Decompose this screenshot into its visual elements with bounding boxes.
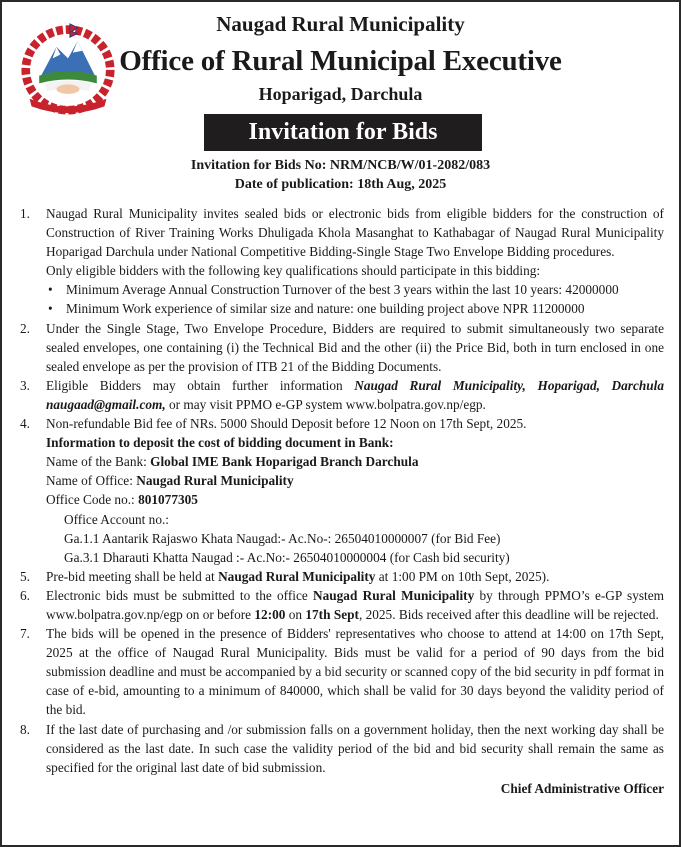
clause-text bbox=[46, 567, 664, 586]
clause-number: 3. bbox=[20, 377, 30, 393]
label: Name of Office: bbox=[46, 473, 137, 489]
text-run: by through PPMO’s e-GP system www.bolpatra.gov.np/egp on or before bbox=[46, 587, 664, 622]
label: Office Code no.: bbox=[46, 492, 139, 508]
qualification-text: Minimum Work experience of similar size and nature: one building project above NPR 11200000 bbox=[66, 301, 585, 317]
text-run: or may visit PPMO e-GP system www.bolpatra.gov.np/egp. bbox=[165, 396, 486, 412]
publication-date: Date of publication: 18th Aug, 2025 bbox=[234, 177, 447, 192]
clause-5 bbox=[20, 567, 664, 586]
clause-number: 7. bbox=[20, 626, 30, 642]
text-run: Electronic bids must be submitted to the office bbox=[46, 587, 314, 603]
clause-3 bbox=[20, 376, 664, 414]
clause-1 bbox=[20, 204, 664, 319]
bullet-icon: • bbox=[48, 301, 53, 317]
account-row: Ga.3.1 Dharauti Khatta Naugad :- Ac.No:- 26504010000004 (for Cash bid security) bbox=[64, 549, 510, 565]
text-run: , 2025. Bids received after this deadline will be rejected. bbox=[358, 606, 659, 622]
account-heading: Office Account no.: bbox=[64, 511, 169, 527]
organization-name: Naugad Rural Municipality bbox=[216, 12, 465, 36]
qualification-item bbox=[46, 299, 664, 318]
notice-body bbox=[20, 204, 664, 798]
clause-text: If the last date of purchasing and /or submission falls on a government holiday, then the next working day shall be considered as the last date. In such case the validity period of the bid and bid security shall remain the same as specified for the original last date of bid submission. bbox=[46, 721, 664, 775]
clause-number: 8. bbox=[20, 721, 30, 737]
account-row: Ga.1.1 Aantarik Rajaswo Khata Naugad:- Ac.No-: 26504010000007 (for Bid Fee) bbox=[64, 530, 501, 546]
qualification-intro: Only eligible bidders with the following key qualifications should participate in this bidding: bbox=[46, 263, 541, 279]
clause-6 bbox=[20, 586, 664, 624]
bank-info-heading: Information to deposit the cost of bidding document in Bank: bbox=[46, 435, 394, 451]
label: Name of the Bank: bbox=[46, 454, 151, 470]
ifb-number: Invitation for Bids No: NRM/NCB/W/01-2082/083 bbox=[190, 158, 491, 173]
clause-number: 6. bbox=[20, 587, 30, 603]
bank-name-row bbox=[46, 452, 664, 471]
clause-8 bbox=[20, 720, 664, 777]
clause-4 bbox=[20, 414, 664, 567]
office-name-bold: Naugad Rural Municipality bbox=[313, 587, 475, 603]
qualification-list bbox=[46, 280, 664, 318]
qualification-text: Minimum Average Annual Construction Turnover of the best 3 years within the last 10 years: 42000000 bbox=[66, 282, 619, 298]
clause-text: Non-refundable Bid fee of NRs. 5000 Should Deposit before 12 Noon on 17th Sept, 2025. bbox=[46, 416, 527, 432]
deadline-time: 12:00 bbox=[254, 606, 286, 622]
clause-number: 4. bbox=[20, 416, 30, 432]
clause-number: 2. bbox=[20, 320, 30, 336]
venue: Naugad Rural Municipality bbox=[218, 568, 376, 584]
clause-text bbox=[46, 376, 664, 414]
clause-7 bbox=[20, 624, 664, 719]
office-code: 801077305 bbox=[138, 492, 198, 508]
clause-number: 5. bbox=[20, 568, 30, 584]
signatory: Chief Administrative Officer bbox=[500, 780, 664, 796]
office-name: Office of Rural Municipal Executive bbox=[119, 45, 562, 77]
bullet-icon: • bbox=[48, 282, 53, 298]
text-run: Pre-bid meeting shall be held at bbox=[46, 568, 219, 584]
clause-text: Naugad Rural Municipality invites sealed bids or electronic bids from eligible bidders for the construction of Construction of River Training Works Dhuligada Khola Masanghat to Kathabagar of Naugad Rural Municipality Hoparigad Darchula under National Competitive Bidding-Single Stage Two Envelope Bidding procedures. bbox=[46, 206, 664, 260]
clause-text: Under the Single Stage, Two Envelope Procedure, Bidders are required to submit simultaneously two separate sealed envelopes, one containing (i) the Technical Bid and the other (ii) the Price Bid, both in turn enclosed in one sealed envelope as per the provision of ITB 21 of the Bidding Documents. bbox=[46, 320, 664, 374]
deadline-date: 17th Sept bbox=[305, 606, 359, 622]
clause-2 bbox=[20, 319, 664, 376]
qualification-item bbox=[46, 280, 664, 299]
text-run: on bbox=[285, 606, 306, 622]
office-location: Hoparigad, Darchula bbox=[258, 84, 423, 104]
office-name-value: Naugad Rural Municipality bbox=[136, 473, 294, 489]
clause-text: The bids will be opened in the presence of Bidders' representatives who choose to attend at 14:00 on 17th Sept, 2025 at the office of Naugad Rural Municipality. Bids must be valid for a period of 90 days from the bid submission deadline and must be accompanied by a bid security or scanned copy of the bid security in pdf format in case of e-bid, amounting to a minimum of 840000, which shall be valid for 30 days beyond the validity period of the bid. bbox=[46, 626, 664, 718]
text-run: at 1:00 PM on 10th Sept, 2025). bbox=[375, 568, 550, 584]
contact-info: Naugad Rural Municipality, Hoparigad, Darchula naugaad@gmail.com, bbox=[46, 377, 664, 412]
notice-title-banner: Invitation for Bids bbox=[204, 114, 482, 151]
office-name-row bbox=[46, 471, 664, 490]
text-run: Eligible Bidders may obtain further information bbox=[46, 377, 355, 393]
clause-number: 1. bbox=[20, 206, 30, 221]
office-code-row bbox=[46, 490, 664, 509]
clause-text bbox=[46, 586, 664, 624]
account-block bbox=[46, 510, 664, 567]
bank-name: Global IME Bank Hoparigad Branch Darchula bbox=[150, 454, 419, 470]
